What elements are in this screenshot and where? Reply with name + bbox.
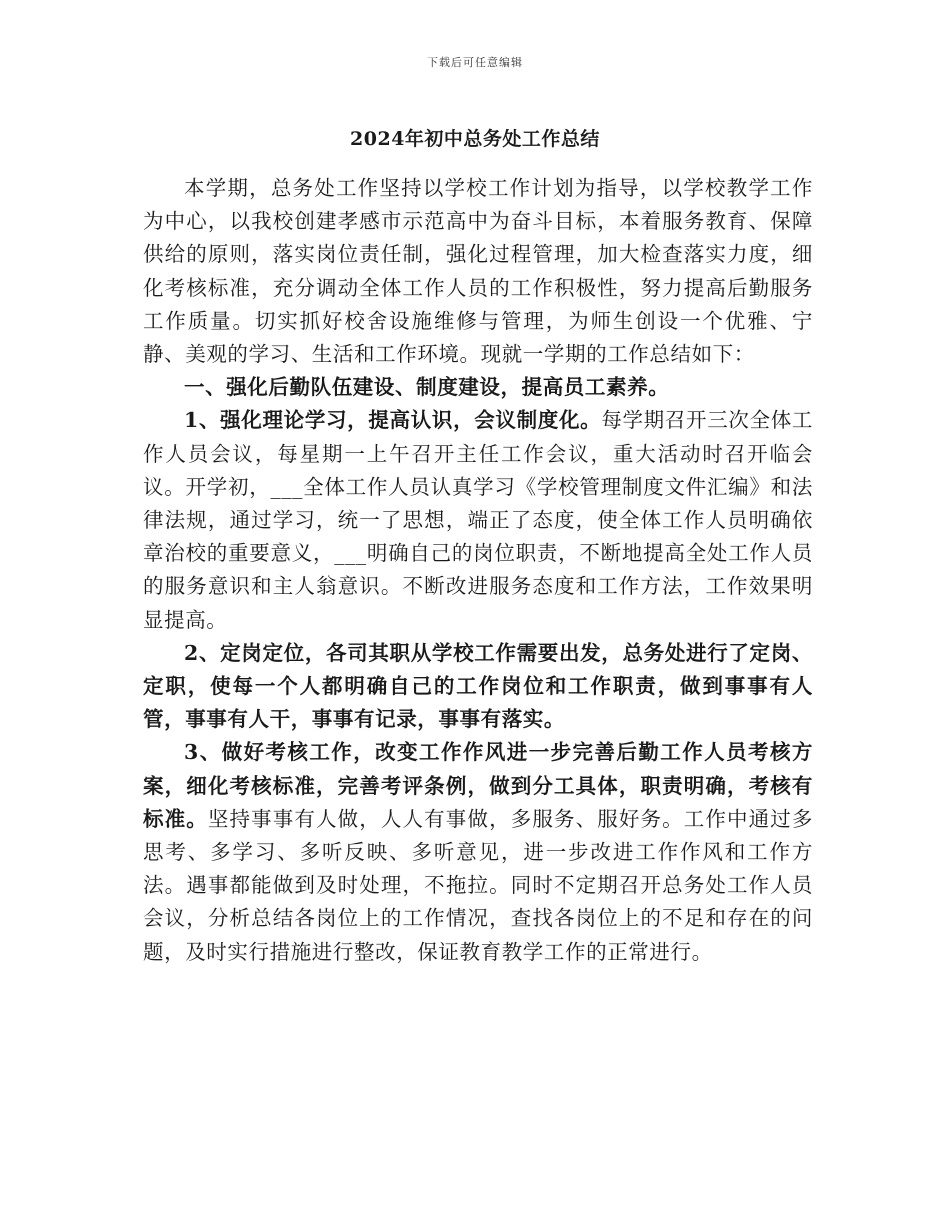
item-1-body: 每学期召开三次全体工作人员会议，每星期一上午召开主任工作会议，重大活动时召开临会议。开学初，___全体工作人员认真学习《学校管理制度文件汇编》和法律法规，通过学习，统一了思想，端正了态度，使全体工作人员明确依章治校的重要意义，___明确自己的岗位职责，不断地提高全处工作人员的服务意识和主人翁意识。不断改进服务态度和工作方法，工作效果明显提高。 (143, 408, 814, 632)
page-title: 2024年初中总务处工作总结 (350, 128, 600, 150)
item-3-paragraph (143, 736, 813, 968)
item-1-paragraph (143, 404, 813, 636)
intro-paragraph: 本学期，总务处工作坚持以学校工作计划为指导，以学校教学工作为中心，以我校创建孝感市示范高中为奋斗目标，本着服务教育、保障供给的原则，落实岗位责任制，强化过程管理，加大检查落实力度，细化考核标准，充分调动全体工作人员的工作积极性，努力提高后勤服务工作质量。切实抓好校舍设施维修与管理，为师生创设一个优雅、宁静、美观的学习、生活和工作环境。现就一学期的工作总结如下： (143, 176, 813, 367)
header-note: 下载后可任意编辑 (427, 56, 523, 69)
document-body (143, 172, 813, 969)
item-2-paragraph: 2、定岗定位，各司其职从学校工作需要出发，总务处进行了定岗、定职，使每一个人都明确自己的工作岗位和工作职责，做到事事有人管，事事有人干，事事有记录，事事有落实。 (143, 640, 813, 732)
item-1-lead: 1、强化理论学习，提高认识，会议制度化。 (184, 408, 602, 433)
item-3-body: 坚持事事有人做，人人有事做，多服务、服好务。工作中通过多思考、多学习、多听反映、多听意见，进一步改进工作作风和工作方法。遇事都能做到及时处理，不拖拉。同时不定期召开总务处工作人员会议，分析总结各岗位上的工作情况，查找各岗位上的不足和存在的问题，及时实行措施进行整改，保证教育教学工作的正常进行。 (143, 806, 813, 964)
section-heading: 一、强化后勤队伍建设、制度建设，提高员工素养。 (184, 375, 670, 400)
item-3-lead: 3、做好考核工作，改变工作作风进一步完善后勤工作人员考核方案，细化考核标准，完善考评条例，做到分工具体，职责明确，考核有标准。 (143, 740, 813, 831)
